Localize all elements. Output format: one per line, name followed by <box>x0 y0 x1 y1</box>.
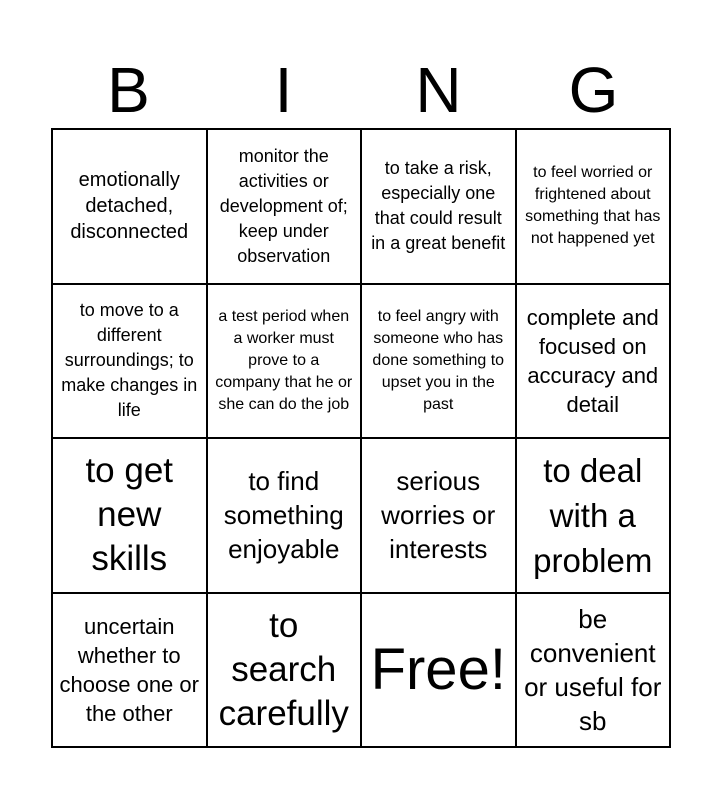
cell-text: to deal with a problem <box>533 451 653 579</box>
bingo-grid <box>51 128 671 748</box>
cell-text: complete and focused on accuracy and detail <box>526 304 659 417</box>
free-space-text: Free! <box>370 636 506 702</box>
cell-text: serious worries or interests <box>381 466 496 565</box>
bingo-cell[interactable] <box>362 439 517 594</box>
bingo-cell[interactable] <box>208 130 363 285</box>
cell-text: to search carefully <box>218 605 349 733</box>
cell-text: be convenient or useful for sb <box>524 603 662 736</box>
bingo-cell[interactable] <box>53 130 208 285</box>
bingo-cell[interactable] <box>517 130 672 285</box>
cell-text: to find something enjoyable <box>223 466 344 565</box>
bingo-cell[interactable] <box>53 285 208 440</box>
cell-text: to get new skills <box>85 451 174 579</box>
bingo-cell[interactable] <box>208 594 363 749</box>
header-letter-i: I <box>274 54 293 126</box>
cell-text: to take a risk, especially one that could result in a great benefit <box>371 158 506 254</box>
cell-text: to feel angry with someone who has done something to upset you in the past <box>372 307 505 413</box>
cell-text: a test period when a worker must prove to a company that he or she can do the job <box>215 307 353 413</box>
bingo-cell[interactable] <box>362 285 517 440</box>
bingo-cell[interactable] <box>517 439 672 594</box>
bingo-header <box>51 52 671 128</box>
cell-text: uncertain whether to choose one or the other <box>59 613 199 726</box>
bingo-cell[interactable] <box>208 285 363 440</box>
header-letter-g: G <box>568 54 619 126</box>
bingo-cell[interactable] <box>208 439 363 594</box>
bingo-cell[interactable] <box>53 439 208 594</box>
cell-text: to move to a different surroundings; to make changes in life <box>61 300 198 421</box>
cell-text: emotionally detached, disconnected <box>70 169 189 244</box>
bingo-cell[interactable] <box>53 594 208 749</box>
header-letter-n: N <box>415 54 462 126</box>
cell-text: to feel worried or frightened about something that has not happened yet <box>525 164 661 248</box>
free-space-cell[interactable] <box>362 594 517 749</box>
header-letter-b: B <box>107 54 150 126</box>
bingo-cell[interactable] <box>362 130 517 285</box>
bingo-cell[interactable] <box>517 285 672 440</box>
cell-text: monitor the activities or development of; keep under observation <box>219 145 348 266</box>
bingo-cell[interactable] <box>517 594 672 749</box>
